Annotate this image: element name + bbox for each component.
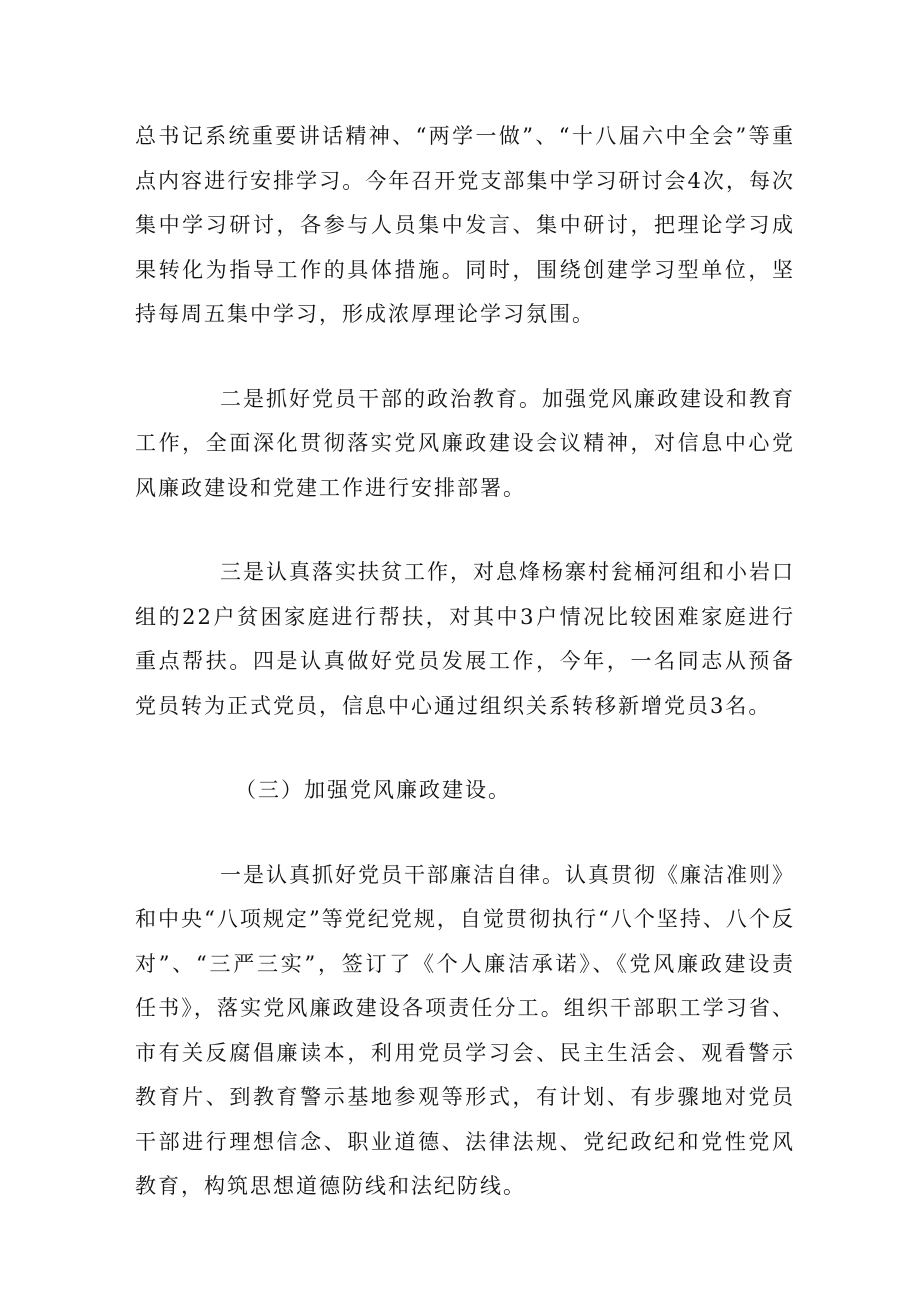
document-body [135,114,795,1209]
section-heading: （三）加强党风廉政建设。 [235,778,511,802]
paragraph-poverty-alleviation: 三是认真落实扶贫工作，对息烽杨寨村瓮桶河组和小岩口组的22户贫困家庭进行帮扶，对其中3户情况比较困难家庭进行重点帮扶。四是认真做好党员发展工作，今年，一名同志从预备党员转为正式党员，信息中心通过组织关系转移新增党员3名。 [135,560,795,718]
paragraph-study-continuation: 总书记系统重要讲话精神、“两学一做”、“十八届六中全会”等重点内容进行安排学习。今年召开党支部集中学习研讨会4次，每次集中学习研讨，各参与人员集中发言、集中研讨，把理论学习成果转化为指导工作的具体措施。同时，围绕创建学习型单位，坚持每周五集中学习，形成浓厚理论学习氛围。 [135,124,795,326]
paragraph-political-education: 二是抓好党员干部的政治教育。加强党风廉政建设和教育工作，全面深化贯彻落实党风廉政建设会议精神，对信息中心党风廉政建设和党建工作进行安排部署。 [135,386,795,500]
paragraph-self-discipline: 一是认真抓好党员干部廉洁自律。认真贯彻《廉洁准则》和中央“八项规定”等党纪党规，自觉贯彻执行“八个坚持、八个反对”、“三严三实”，签订了《个人廉洁承诺》、《党风廉政建设责任书》，落实党风廉政建设各项责任分工。组织干部职工学习省、市有关反腐倡廉读本，利用党员学习会、民主生活会、观看警示教育片、到教育警示基地参观等形式，有计划、有步骤地对党员干部进行理想信念、职业道德、法律法规、党纪政纪和党性党风教育，构筑思想道德防线和法纪防线。 [135,862,795,1198]
